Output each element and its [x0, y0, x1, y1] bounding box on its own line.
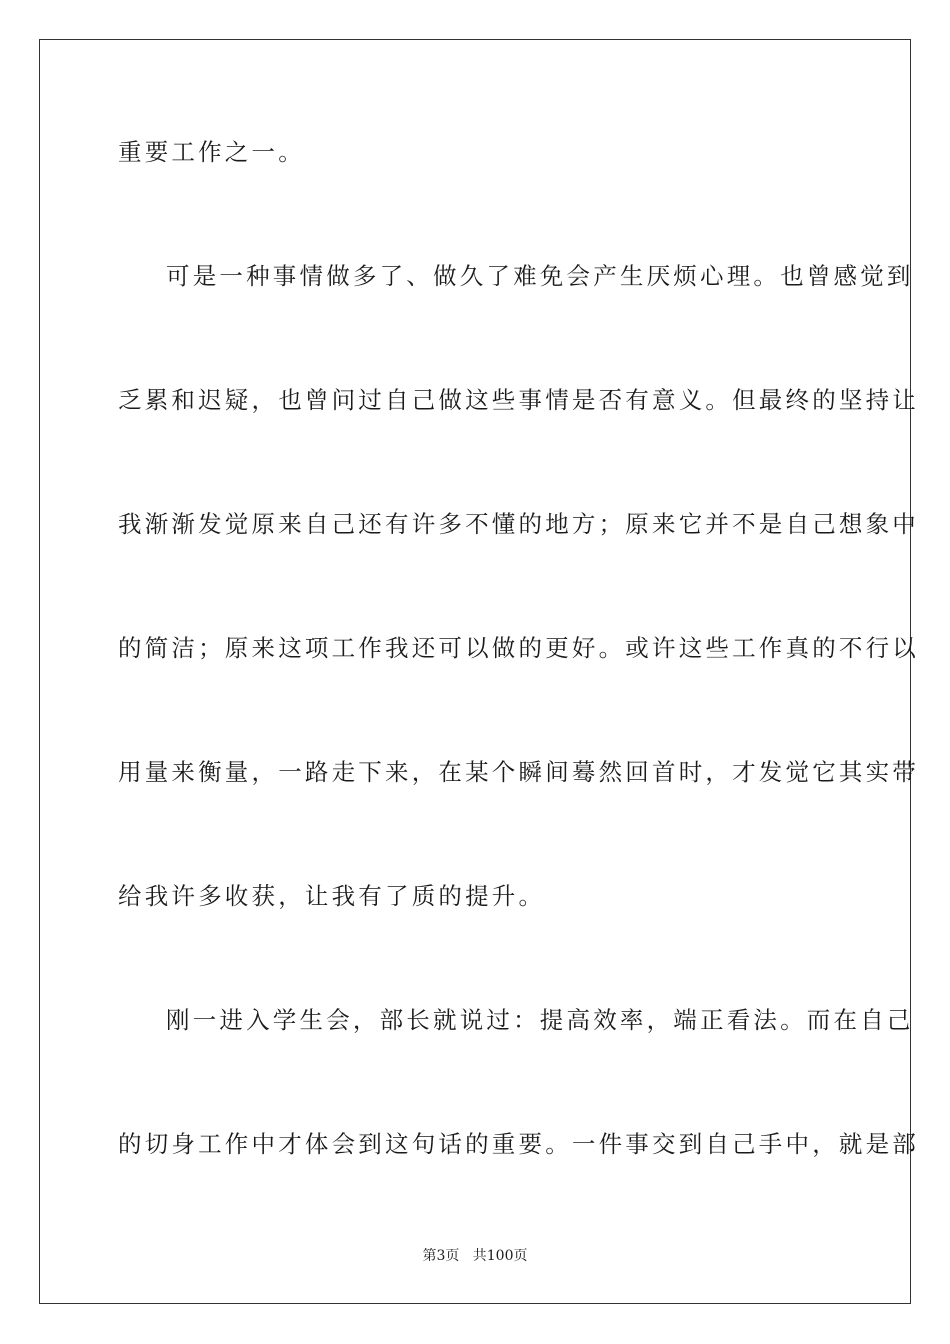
- text-line-6: 用量来衡量，一路走下来，在某个瞬间蓦然回首时，才发觉它其实带: [118, 758, 919, 786]
- text-line-7: 给我许多收获，让我有了质的提升。: [118, 882, 546, 910]
- text-line-4: 我渐渐发觉原来自己还有许多不懂的地方；原来它并不是自己想象中: [118, 510, 919, 538]
- text-line-3: 乏累和迟疑，也曾问过自己做这些事情是否有意义。但最终的坚持让: [118, 386, 919, 414]
- text-line-5: 的简洁；原来这项工作我还可以做的更好。或许这些工作真的不行以: [118, 634, 919, 662]
- page-border: [39, 39, 919, 1304]
- text-line-8: 刚一进入学生会，部长就说过：提高效率，端正看法。而在自己: [166, 1006, 914, 1034]
- page-number: 第3页: [422, 1248, 460, 1264]
- page-footer: [0, 1247, 950, 1265]
- text-line-1: 重要工作之一。: [118, 138, 305, 166]
- text-line-2: 可是一种事情做多了、做久了难免会产生厌烦心理。也曾感觉到: [166, 262, 914, 290]
- page-total: 共100页: [472, 1248, 528, 1264]
- text-line-9: 的切身工作中才体会到这句话的重要。一件事交到自己手中，就是部: [118, 1130, 919, 1158]
